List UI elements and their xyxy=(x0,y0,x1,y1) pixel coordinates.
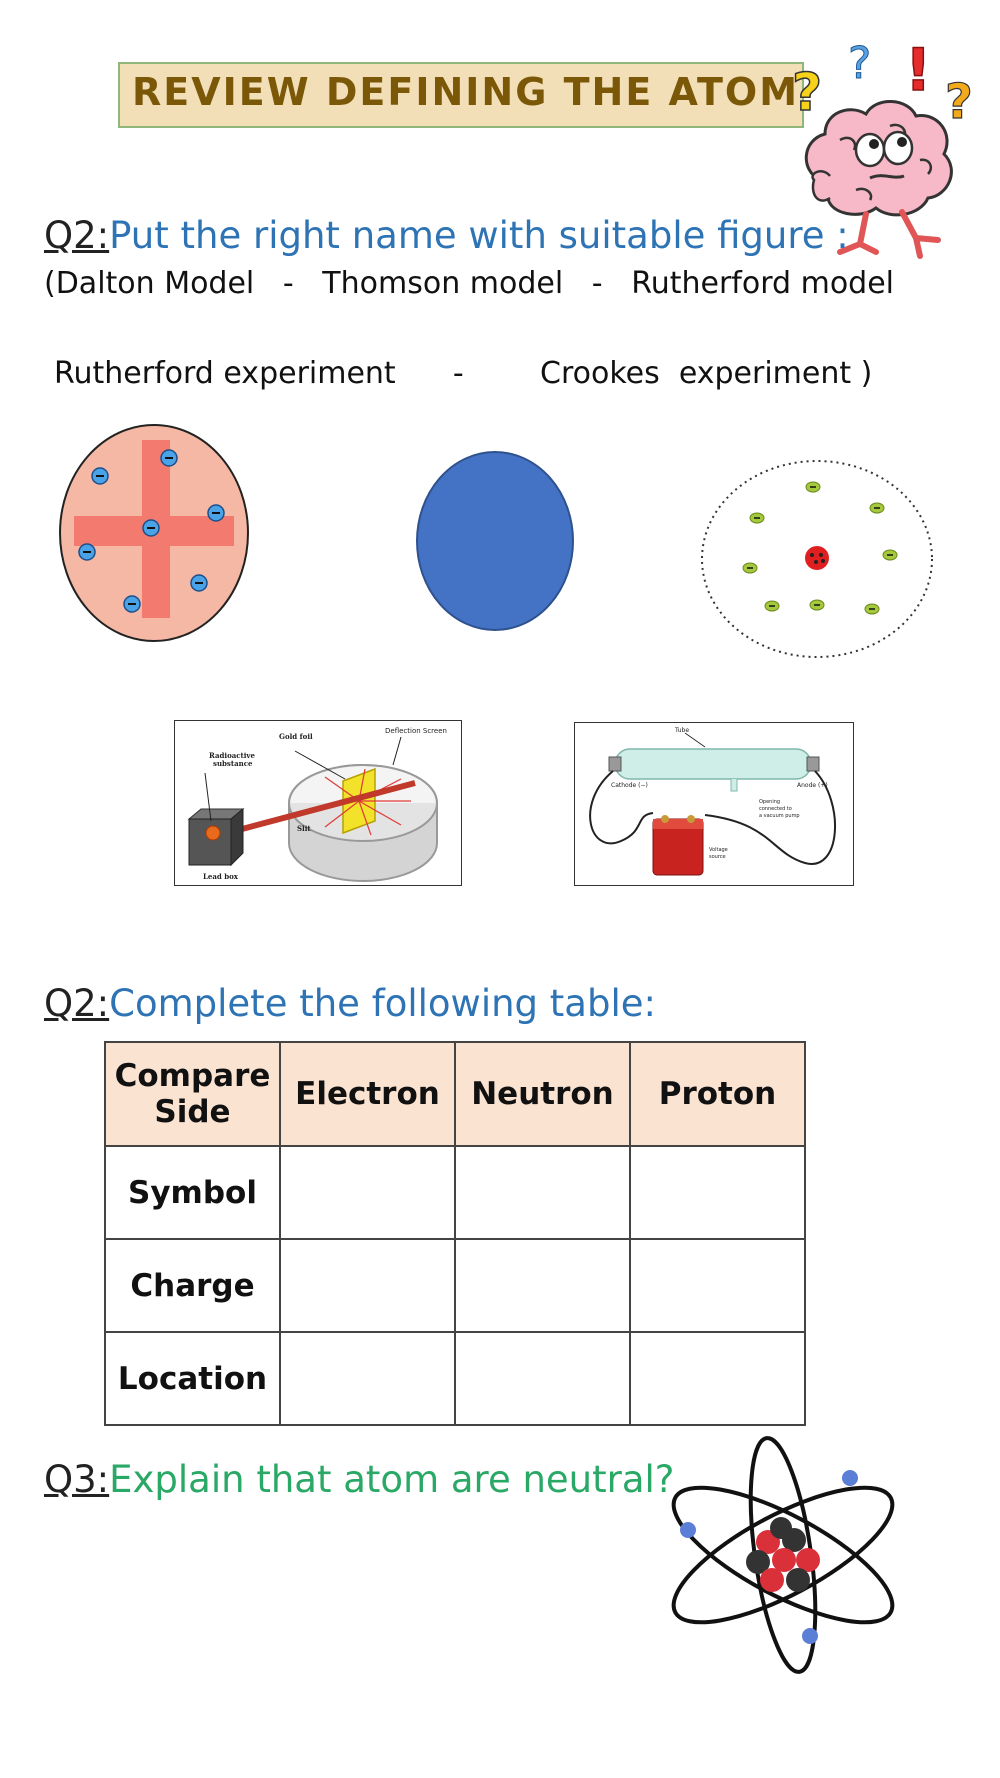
answer-cell[interactable] xyxy=(455,1146,630,1239)
cathode-label: Cathode (−) xyxy=(611,782,648,789)
rutherford-experiment-figure xyxy=(174,720,462,886)
thomson-model-figure xyxy=(54,420,254,646)
row-label-symbol: Symbol xyxy=(105,1146,280,1239)
exclamation-icon: ! xyxy=(905,36,932,104)
question-2-table xyxy=(44,982,656,1025)
table-row xyxy=(105,1239,805,1332)
row-label-charge: Charge xyxy=(105,1239,280,1332)
rutherford-model-figure xyxy=(698,455,936,663)
question-mark-icon: ? xyxy=(792,63,823,123)
question-prompt: Put the right name with suitable figure : xyxy=(109,214,849,257)
page-title: REVIEW DEFINING THE ATOM xyxy=(132,70,800,114)
anode-label: Anode (+) xyxy=(797,782,828,789)
question-prompt: Explain that atom are neutral? xyxy=(109,1458,675,1501)
opening-label-3: a vacuum pump xyxy=(759,813,800,819)
header-cell-neutron: Neutron xyxy=(455,1042,630,1146)
opening-label-1: Opening xyxy=(759,799,781,805)
slit-label: Slit xyxy=(297,824,311,833)
opening-label-2: connected to xyxy=(759,806,792,812)
question-mark-icon: ? xyxy=(848,38,872,89)
header-cell-compare-side: Compare Side xyxy=(105,1042,280,1146)
answer-cell[interactable] xyxy=(630,1332,805,1425)
dalton-model-figure xyxy=(415,450,575,632)
crookes-tube-diagram xyxy=(575,723,852,884)
tube-label: Tube xyxy=(675,727,690,734)
comparison-table xyxy=(104,1041,806,1426)
answer-cell[interactable] xyxy=(280,1239,455,1332)
question-2-names xyxy=(44,214,849,257)
substance-label: substance xyxy=(213,759,253,768)
gold-foil-diagram xyxy=(175,721,460,884)
table-row xyxy=(105,1332,805,1425)
lead-box-label: Lead box xyxy=(203,872,238,881)
header-cell-proton: Proton xyxy=(630,1042,805,1146)
question-number: Q2: xyxy=(44,982,110,1025)
table-row xyxy=(105,1146,805,1239)
gold-foil-label: Gold foil xyxy=(279,732,313,741)
answer-cell[interactable] xyxy=(455,1332,630,1425)
voltage-label-1: Voltage xyxy=(709,847,728,853)
question-mark-icon: ? xyxy=(945,74,973,130)
radioactive-label: Radioactive xyxy=(209,751,255,760)
answer-cell[interactable] xyxy=(630,1239,805,1332)
name-options-line-2: Rutherford experiment - Crookes experiment ) xyxy=(54,356,873,391)
atom-illustration xyxy=(650,1430,916,1680)
question-number: Q3: xyxy=(44,1458,110,1501)
answer-cell[interactable] xyxy=(630,1146,805,1239)
crookes-experiment-figure xyxy=(574,722,854,886)
question-3 xyxy=(44,1458,674,1501)
question-prompt: Complete the following table: xyxy=(109,982,656,1025)
answer-cell[interactable] xyxy=(455,1239,630,1332)
table-header-row xyxy=(105,1042,805,1146)
row-label-location: Location xyxy=(105,1332,280,1425)
deflection-screen-label: Deflection Screen xyxy=(385,727,447,735)
answer-cell[interactable] xyxy=(280,1332,455,1425)
voltage-label-2: source xyxy=(709,854,726,860)
answer-cell[interactable] xyxy=(280,1146,455,1239)
question-number: Q2: xyxy=(44,214,110,257)
header-cell-electron: Electron xyxy=(280,1042,455,1146)
name-options-line-1: (Dalton Model - Thomson model - Rutherford model xyxy=(44,266,895,301)
